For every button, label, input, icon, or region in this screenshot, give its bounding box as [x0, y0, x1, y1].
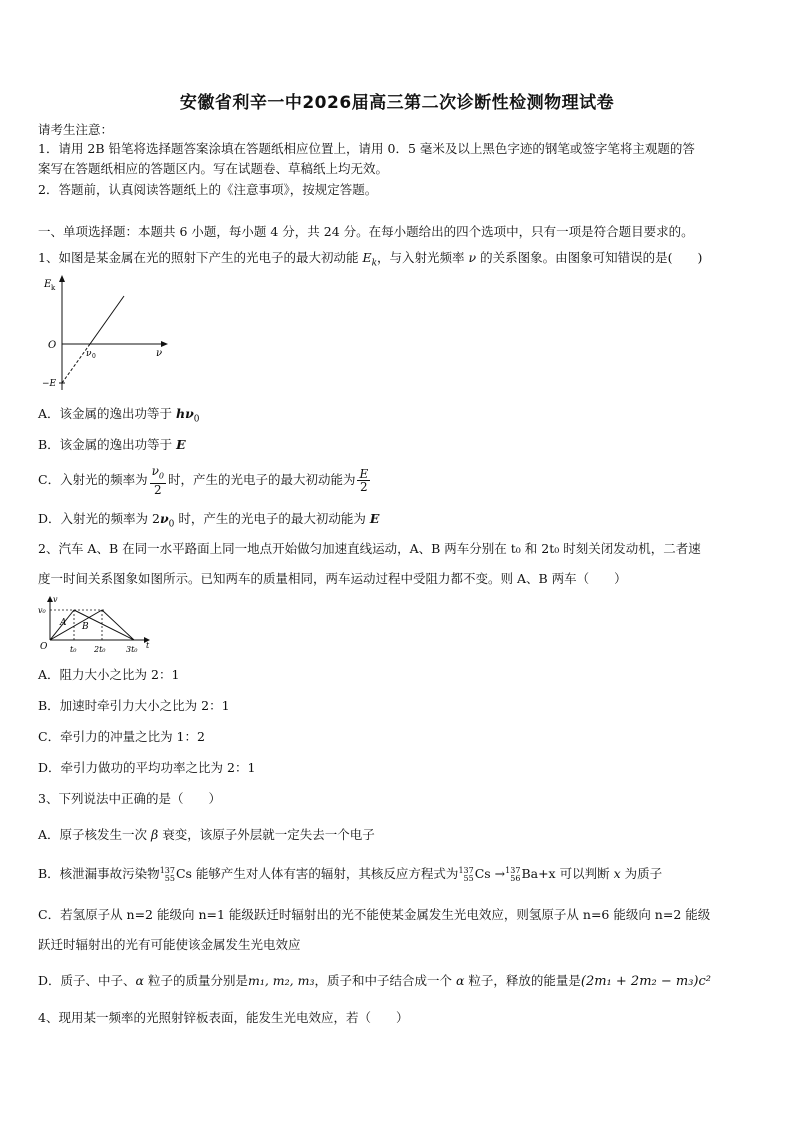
neg-e-label: −E: [42, 379, 57, 389]
q1-option-d[interactable]: D．入射光的频率为 $2\nu_0$ 时，产生的光电子的最大初动能为 E: [38, 511, 380, 530]
origin-label: O: [48, 340, 57, 351]
origin-label: O: [40, 642, 48, 652]
q2-option-d[interactable]: D．牵引力做功的平均功率之比为 2：1: [38, 760, 256, 775]
nu0-sub: 0: [92, 353, 96, 360]
line-a-label: A: [60, 618, 67, 628]
section-heading: 一、单项选择题：本题共 6 小题，每小题 4 分，共 24 分。在每小题给出的四个选项中，只有一项是符合题目要求的。: [38, 224, 694, 239]
q3-option-c-line-2: 跃迁时辐射出的光有可能使该金属发生光电效应: [38, 937, 301, 952]
nu0-label: ν: [86, 349, 92, 359]
notice-item-1-line-2: 案写在答题纸相应的答题区内。写在试题卷、草稿纸上均无效。: [38, 161, 389, 176]
v-axis-label: v: [53, 595, 58, 604]
question-1-stem: 1、如图是某金属在光的照射下产生的光电子的最大初动能 $E_k$，与入射光频率 ν 的关系图象。由图象可知错误的是( ): [38, 250, 703, 269]
q3-option-c-line-1[interactable]: C．若氢原子从 n=2 能级向 n=1 能级跃迁时辐射出的光不能使某金属发生光电效应，则氢原子从 n=6 能级向 n=2 能级: [38, 907, 711, 922]
q1-graph: [38, 272, 173, 396]
question-2-stem-line-2: 度一时间关系图象如图所示。已知两车的质量相同，两车运动过程中受阻力都不变。则 A、B 两车（ ）: [38, 571, 627, 586]
notice-item-2: 2．答题前，认真阅读答题纸上的《注意事项》，按规定答题。: [38, 182, 378, 197]
q2-option-b[interactable]: B．加速时牵引力大小之比为 2：1: [38, 698, 230, 713]
q3-option-d[interactable]: D．质子、中子、α 粒子的质量分别是m₁, m₂, m₃，质子和中子结合成一个 α 粒子，释放的能量是(2m₁ + 2m₂ − m₃)c²: [38, 973, 711, 989]
q2-option-a[interactable]: A．阻力大小之比为 2：1: [38, 667, 180, 682]
notice-item-1-line-1: 1．请用 2B 铅笔将选择题答案涂填在答题纸相应位置上，请用 0．5 毫米及以上黑色字迹的钢笔或签字笔将主观题的答: [38, 141, 695, 156]
line-b-label: B: [82, 622, 89, 632]
q1-option-c[interactable]: C．入射光的频率为 $\frac{\nu_0}{2}$ 时，产生的光电子的最大初动能为 $\frac{E}{2}$: [38, 464, 369, 497]
q2-option-c[interactable]: C．牵引力的冲量之比为 1：2: [38, 729, 205, 744]
q3-option-b[interactable]: B．核泄漏事故污染物 137 55 Cs 能够产生对人体有害的辐射，其核反应方程式为 137 55 Cs → 137 56 Ba+x 可以判断 x 为质子: [38, 865, 663, 883]
axis-y-label: E: [44, 279, 52, 290]
question-4-stem: 4、现用某一频率的光照射锌板表面，能发生光电效应，若（ ）: [38, 1010, 409, 1025]
exam-title: 安徽省利辛一中2026届高三第二次诊断性检测物理试卷: [179, 93, 615, 113]
q1-option-a[interactable]: A．该金属的逸出功等于 $h\nu_0$: [38, 406, 200, 425]
q1-option-b[interactable]: B．该金属的逸出功等于 E: [38, 437, 186, 452]
question-3-stem: 3、下列说法中正确的是（ ）: [38, 791, 221, 806]
question-2-stem-line-1: 2、汽车 A、B 在同一水平路面上同一地点开始做匀加速直线运动，A、B 两车分别在 t₀ 和 2t₀ 时刻关闭发动机，二者速: [38, 541, 701, 556]
notice-heading: 请考生注意：: [38, 122, 114, 137]
q3-option-a[interactable]: A．原子核发生一次 β 衰变，该原子外层就一定失去一个电子: [38, 827, 375, 842]
t-axis-label: t: [146, 641, 150, 650]
q2-graph: [36, 594, 156, 660]
2t0-label: 2t₀: [94, 645, 106, 654]
t0-label: t₀: [70, 645, 77, 654]
axis-x-label: ν: [156, 348, 163, 359]
3t0-label: 3t₀: [126, 645, 138, 654]
v0-label: v₀: [38, 606, 46, 615]
axis-y-sub: k: [51, 284, 56, 292]
